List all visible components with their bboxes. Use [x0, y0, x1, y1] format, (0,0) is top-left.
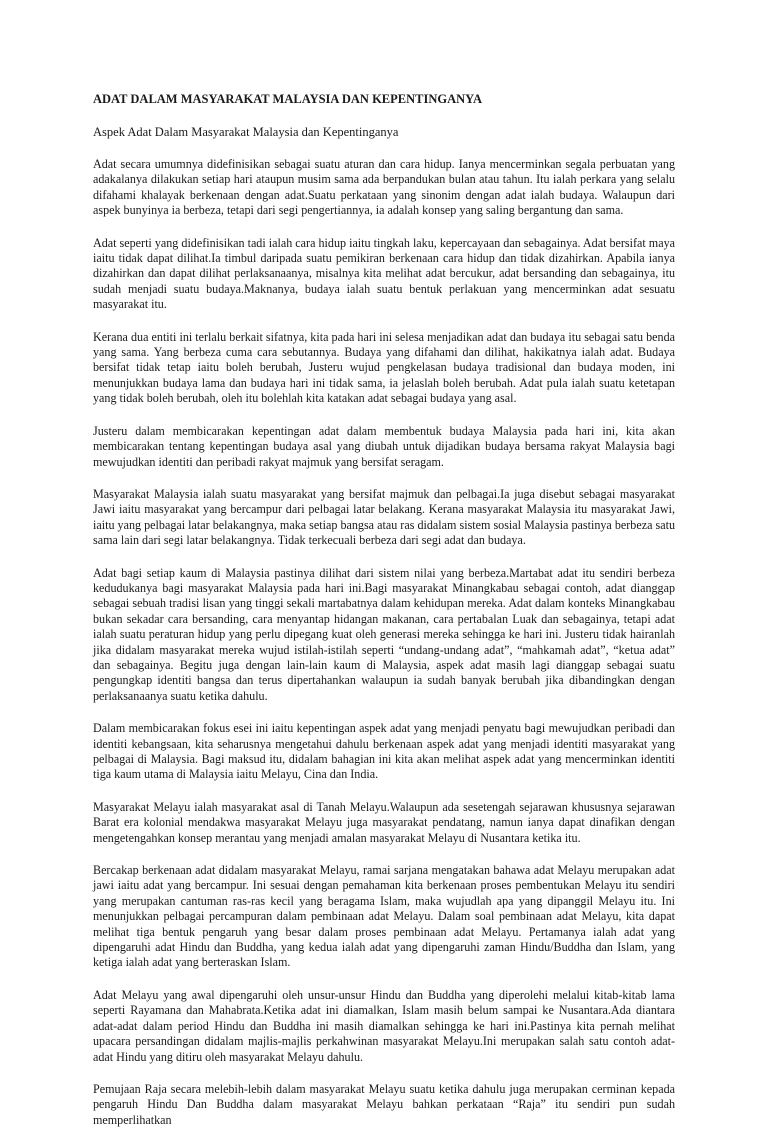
- paragraph: Pemujaan Raja secara melebih-lebih dalam masyarakat Melayu suatu ketika dahulu juga merupakan cerminan kepada pengaruh Hindu Dan Buddha dalam masyarakat Melayu bahkan perkataan “Raja” itu sendiri pun sudah memperlihatkan: [93, 1081, 675, 1127]
- paragraph: Masyarakat Melayu ialah masyarakat asal di Tanah Melayu.Walaupun ada sesetengah sejarawan khususnya sejarawan Barat era kolonial mendakwa masyarakat Melayu juga masyarakat pendatang, namun ianya dapat dinafikan dengan mengetengahkan konsep merantau yang menjadi amalan masyarakat Melayu di Nusantara ketika itu.: [93, 799, 675, 845]
- paragraph: Adat seperti yang didefinisikan tadi ialah cara hidup iaitu tingkah laku, kepercayaan dan sebagainya. Adat bersifat maya iaitu tidak dapat dilihat.Ia timbul daripada suatu pemikiran berkenaan cara hidup dan tidak dizahirkan. Apabila ianya dizahirkan dan dapat dilihat perlaksanaanya, misalnya kita melihat adat bercukur, adat bersanding dan sebagainya, itu sudah menjadi suatu budaya.Maknanya, budaya ialah suatu bentuk perlakuan yang mencerminkan adat sesuatu masyarakat itu.: [93, 235, 675, 312]
- paragraph: Dalam membicarakan fokus esei ini iaitu kepentingan aspek adat yang menjadi penyatu bagi mewujudkan peribadi dan identiti kebangsaan, kita seharusnya mengetahui dahulu berkenaan aspek adat yang menjadi identiti masyarakat yang pelbagai di Malaysia. Bagi maksud itu, didalam bahagian ini kita akan melihat aspek adat yang mencerminkan identiti tiga kaum utama di Malaysia iaitu Melayu, Cina dan India.: [93, 721, 675, 782]
- paragraph: Adat Melayu yang awal dipengaruhi oleh unsur-unsur Hindu dan Buddha yang diperolehi melalui kitab-kitab lama seperti Rayamana dan Mahabrata.Ketika adat ini diamalkan, Islam masih belum sampai ke Nusantara.Ada diantara adat-adat dalam period Hindu dan Buddha ini masih diamalkan sehingga ke hari ini.Pastinya kita pernah melihat upacara persandingan didalam majlis-majlis perkahwinan masyarakat Melayu.Ini merupakan salah satu contoh adat-adat Hindu yang ditiru oleh masyarakat Melayu dahulu.: [93, 987, 675, 1064]
- paragraph: Justeru dalam membicarakan kepentingan adat dalam membentuk budaya Malaysia pada hari ini, kita akan membicarakan tentang kepentingan budaya asal yang diubah untuk dijadikan budaya bersama rakyat Malaysia bagi mewujudkan identiti dan peribadi rakyat majmuk yang bersifat seragam.: [93, 423, 675, 469]
- paragraph: Kerana dua entiti ini terlalu berkait sifatnya, kita pada hari ini selesa menjadikan adat dan budaya itu sebagai satu benda yang sama. Yang berbeza cuma cara sebutannya. Budaya yang difahami dan dilihat, hakikatnya ialah adat. Budaya bersifat tidak tetap iaitu boleh berubah, Justeru wujud pengkelasan budaya tradisional dan budaya moden, ini menunjukkan budaya lama dan budaya hari ini tidak sama, ia jelaslah boleh berubah. Adat pula ialah suatu ketetapan yang tidak boleh berubah, oleh itu bolehlah kita katakan adat sebagai budaya yang asal.: [93, 329, 675, 406]
- paragraph: Bercakap berkenaan adat didalam masyarakat Melayu, ramai sarjana mengatakan bahawa adat Melayu merupakan adat jawi iaitu adat yang bercampur. Ini sesuai dengan pemahaman kita berkenaan proses pembentukan Melayu itu sendiri yang merupakan cantuman ras-ras kecil yang beragama Islam, maka wujudlah apa yang dipanggil Melayu itu. Ini menunjukkan pelbagai percampuran dalam pembinaan adat Melayu. Dalam soal pembinaan adat Melayu, kita dapat melihat tiga bentuk pengaruh yang besar dalam proses pembinaan adat Melayu. Pertamanya ialah adat yang dipengaruhi adat Hindu dan Buddha, yang kedua ialah adat yang dipengaruhi zaman Hindu/Buddha dan Islam, yang ketiga ialah adat yang berteraskan Islam.: [93, 863, 675, 970]
- paragraph: Adat bagi setiap kaum di Malaysia pastinya dilihat dari sistem nilai yang berbeza.Martabat adat itu sendiri berbeza kedudukanya bagi masyarakat Malaysia pada hari ini.Bagi masyarakat Minangkabau sebagai contoh, adat dianggap sebagai sebuah tradisi lisan yang tinggi sekali martabatnya dalam kehidupan mereka. Adat dalam konteks Minangkabau bukan sekadar cara bersanding, cara menyantap hidangan makanan, cara pertabalan Luak dan sebagainya, tetapi adat ialah suatu peraturan hidup yang perlu dipegang kuat oleh generasi mereka sehingga ke hari ini. Justeru tidak hairanlah jika didalam masyarakat mereka wujud istilah-istilah seperti “undang-undang adat”, “mahkamah adat”, “ketua adat” dan sebagainya. Begitu juga dengan lain-lain kaum di Malaysia, aspek adat masih lagi dianggap sebagai suatu pengungkap identiti bangsa dan terus dipertahankan walaupun ia sudah banyak berubah jika dibandingkan dengan perlaksanaanya suatu ketika dahulu.: [93, 565, 675, 703]
- paragraph: Adat secara umumnya didefinisikan sebagai suatu aturan dan cara hidup. Ianya mencerminkan segala perbuatan yang adakalanya dilakukan setiap hari ataupun musim sama ada berpandukan bulan atau tahun. Itu ialah perkara yang selalu difahami khalayak berkenaan dengan adat.Suatu perkataan yang sinonim dengan adat ialah budaya. Walaupun dari aspek bunyinya ia berbeza, tetapi dari segi pengertiannya, ia adalah konsep yang saling bergantung dan sama.: [93, 157, 675, 218]
- paragraph: Masyarakat Malaysia ialah suatu masyarakat yang bersifat majmuk dan pelbagai.Ia juga disebut sebagai masyarakat Jawi iaitu masyarakat yang bercampur dari pelbagai latar belakang. Kerana masyarakat Malaysia itu masyarakat Jawi, iaitu yang pelbagai latar belakangnya, maka setiap bangsa atau ras didalam sistem sosial Malaysia pastinya berbeza satu sama lain dari segi latar belakangnya. Tidak terkecuali berbeza dari segi adat dan budaya.: [93, 486, 675, 548]
- document-body: [93, 91, 675, 1145]
- document-subtitle: Aspek Adat Dalam Masyarakat Malaysia dan Kepentinganya: [93, 125, 399, 139]
- document-title: ADAT DALAM MASYARAKAT MALAYSIA DAN KEPENTINGANYA: [93, 92, 483, 106]
